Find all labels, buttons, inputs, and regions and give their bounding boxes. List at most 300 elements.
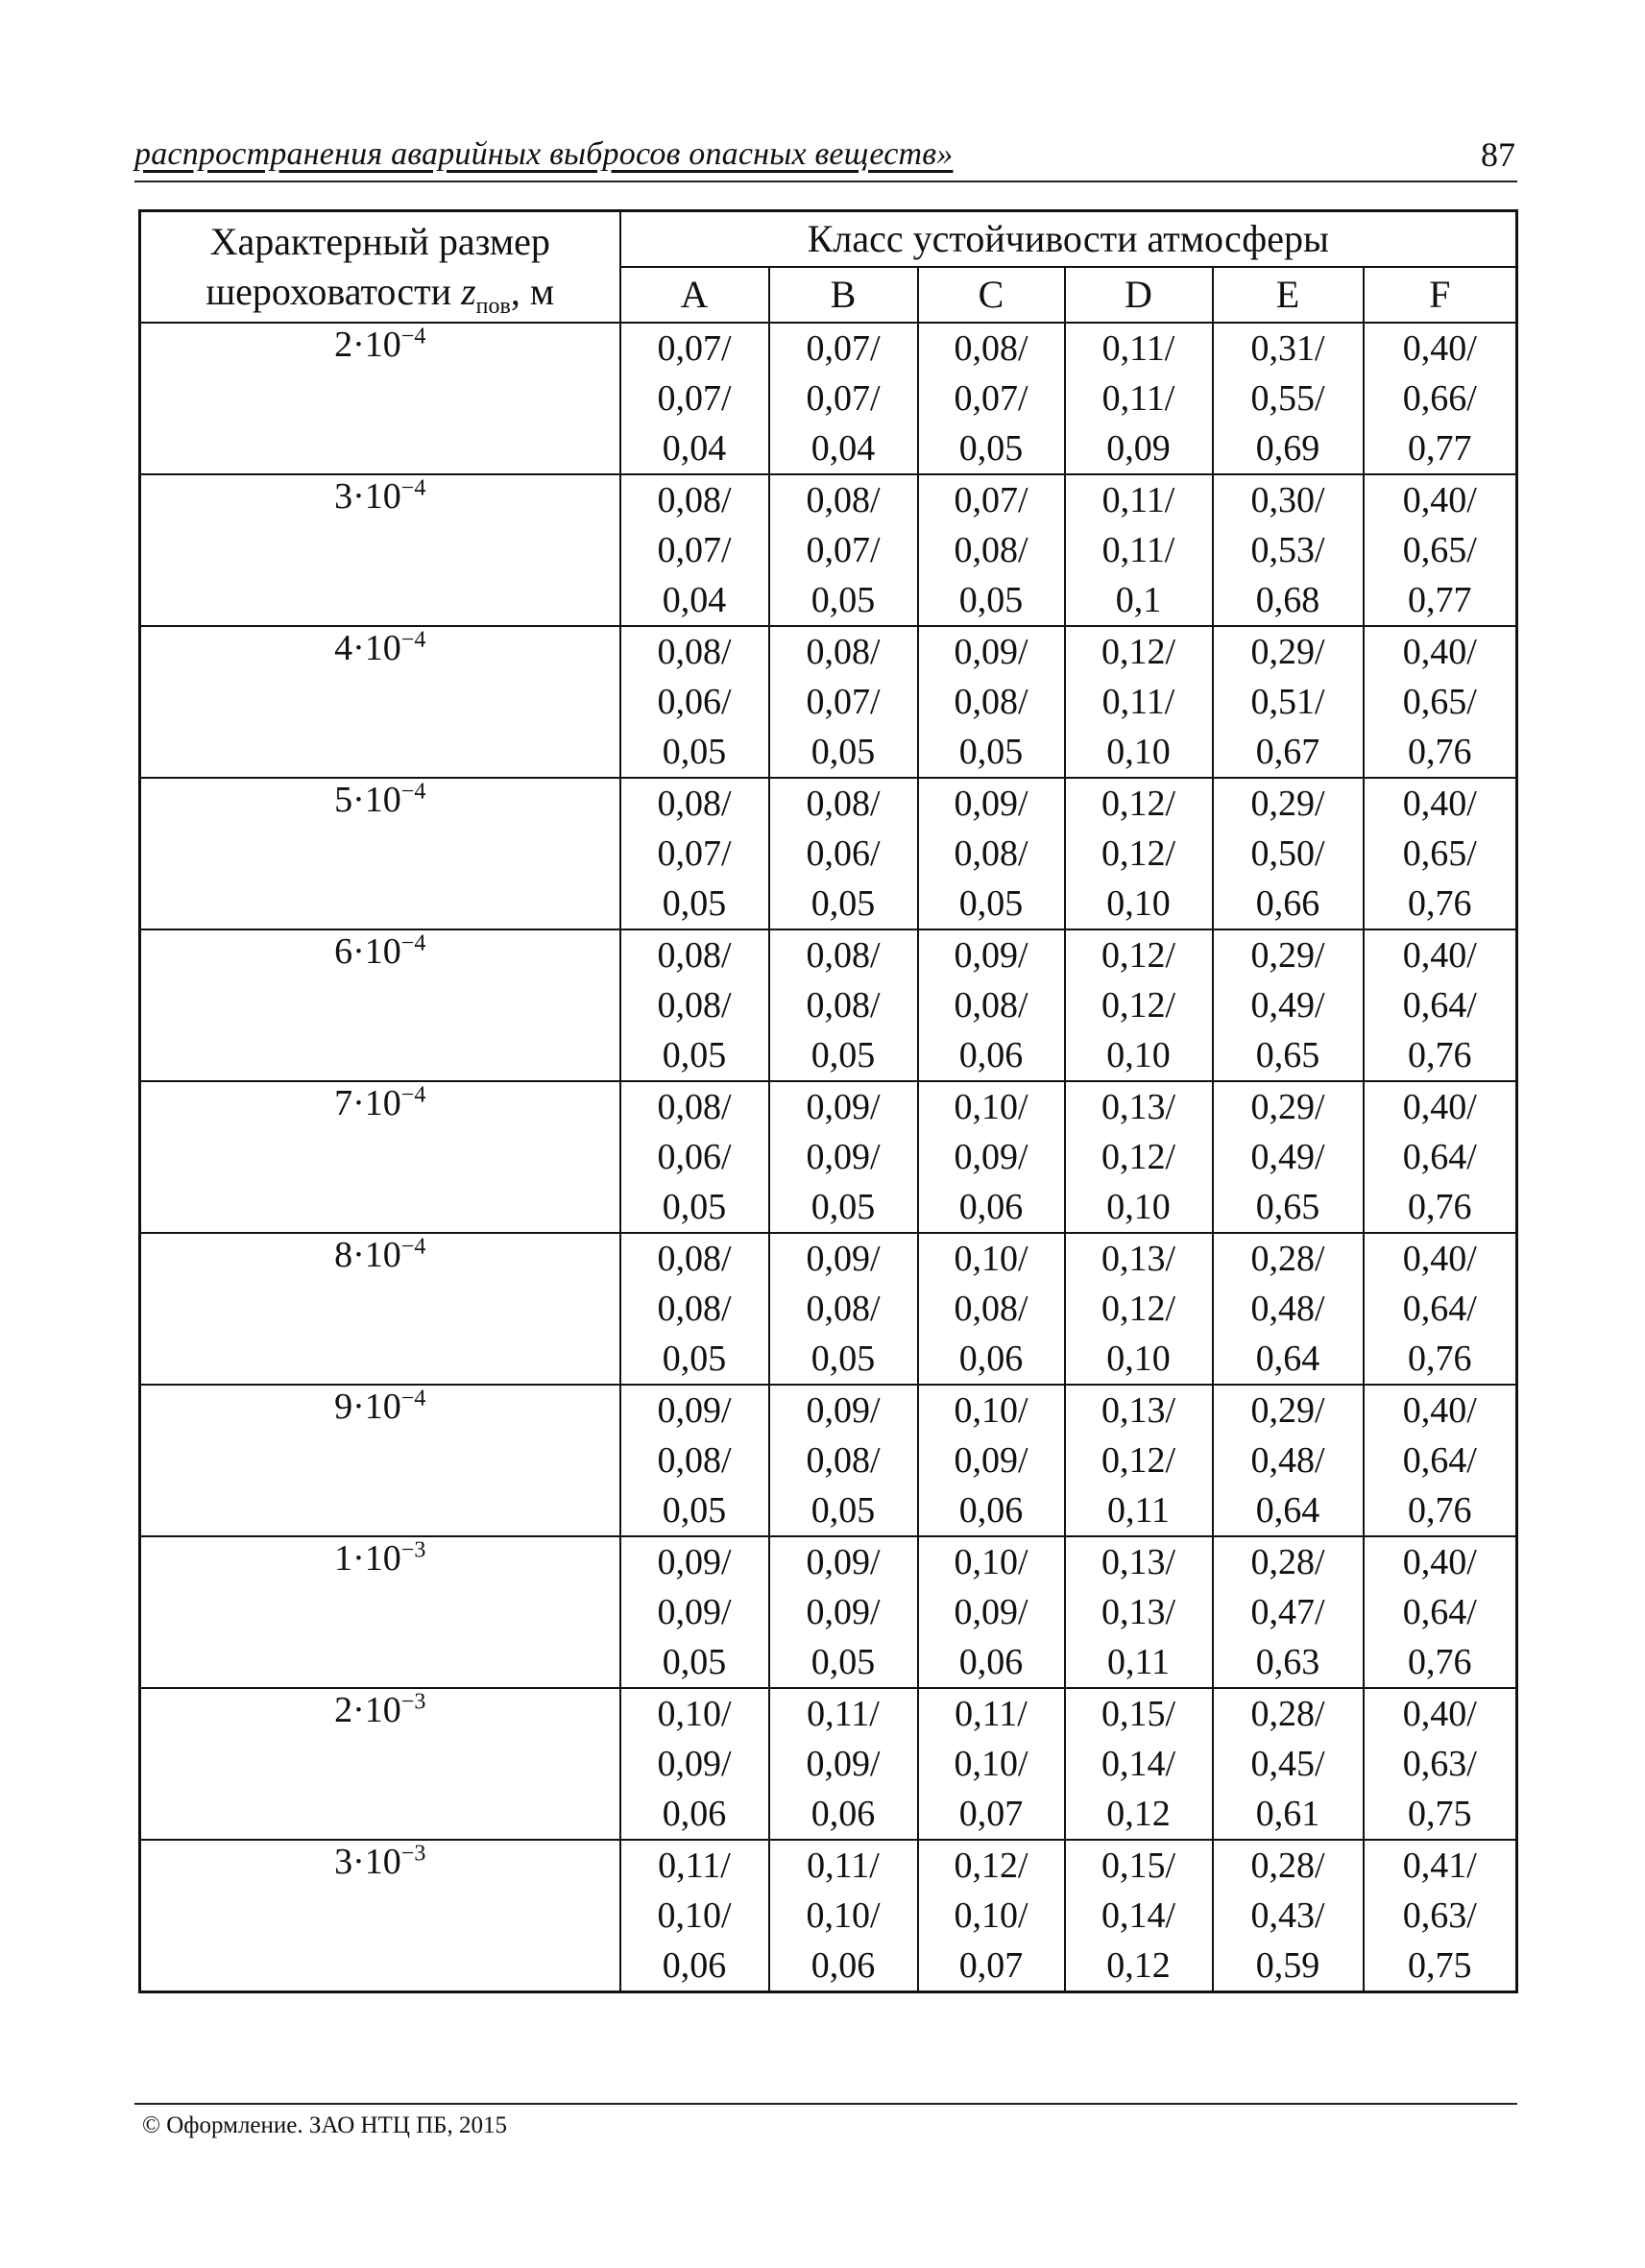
value-line: 0,08/	[657, 1239, 732, 1279]
value-line: 0,05	[810, 732, 876, 772]
value-line: 0,59	[1255, 1945, 1320, 1986]
table-row	[140, 1385, 1517, 1536]
value-line: 0,65/	[1402, 833, 1477, 874]
value-cell-d	[1065, 778, 1213, 929]
roughness-symbol: z	[461, 270, 476, 313]
value-line: 0,05	[662, 732, 727, 772]
value-line: 0,08/	[806, 1289, 881, 1329]
value-line: 0,05	[662, 1339, 727, 1379]
value-line: 0,40/	[1402, 1694, 1477, 1734]
value-cell-b	[769, 1536, 918, 1688]
roughness-mantissa: 4·10	[334, 628, 401, 668]
stability-roughness-table	[138, 209, 1518, 1993]
value-cell-a	[620, 1840, 769, 1992]
value-line: 0,28/	[1250, 1239, 1325, 1279]
value-line: 0,66	[1255, 883, 1320, 924]
value-cell-b	[769, 1385, 918, 1536]
value-line: 0,09/	[657, 1744, 732, 1784]
value-cell-e	[1213, 1081, 1364, 1233]
value-cell-d	[1065, 1536, 1213, 1688]
value-line: 0,07/	[657, 530, 732, 570]
table-row	[140, 323, 1517, 474]
class-header-d: D	[1065, 267, 1213, 323]
value-line: 0,49/	[1250, 985, 1325, 1025]
table-row	[140, 1536, 1517, 1688]
value-line: 0,10/	[657, 1895, 732, 1936]
value-cell-f	[1364, 1688, 1517, 1840]
roughness-mantissa: 1·10	[334, 1538, 401, 1579]
value-line: 0,05	[958, 883, 1024, 924]
running-header	[134, 133, 1517, 182]
roughness-mantissa: 2·10	[334, 1690, 401, 1730]
running-title: распространения аварийных выбросов опасных веществ»	[134, 136, 954, 172]
value-cell-f	[1364, 1081, 1517, 1233]
value-line: 0,61	[1255, 1794, 1320, 1834]
value-line: 0,09/	[806, 1390, 881, 1431]
roughness-exponent: −4	[400, 627, 426, 653]
value-line: 0,08/	[806, 985, 881, 1025]
roughness-exponent: −4	[400, 1234, 426, 1260]
value-cell-c	[918, 1840, 1065, 1992]
table-row	[140, 626, 1517, 778]
value-line: 0,15/	[1101, 1694, 1176, 1734]
roughness-mantissa: 3·10	[334, 1842, 401, 1882]
value-line: 0,10/	[657, 1694, 732, 1734]
roughness-mantissa: 3·10	[334, 476, 401, 517]
roughness-header-line1: Характерный размер	[209, 220, 550, 263]
value-line: 0,64/	[1402, 1289, 1477, 1329]
value-line: 0,09	[1106, 428, 1171, 469]
table-row	[140, 474, 1517, 626]
value-line: 0,09/	[954, 632, 1028, 672]
value-line: 0,11/	[1101, 378, 1175, 419]
value-line: 0,09/	[954, 935, 1028, 976]
value-line: 0,69	[1255, 428, 1320, 469]
value-cell-a	[620, 474, 769, 626]
value-cell-a	[620, 929, 769, 1081]
value-line: 0,05	[958, 428, 1024, 469]
value-line: 0,08/	[657, 784, 732, 824]
value-cell-f	[1364, 929, 1517, 1081]
roughness-symbol-sub: пов	[475, 294, 511, 319]
table-row	[140, 1081, 1517, 1233]
value-line: 0,53/	[1250, 530, 1325, 570]
value-line: 0,07/	[806, 328, 881, 369]
value-line: 0,05	[810, 1187, 876, 1227]
value-cell-c	[918, 474, 1065, 626]
value-line: 0,10	[1106, 1035, 1171, 1075]
table-row	[140, 778, 1517, 929]
value-line: 0,07	[958, 1794, 1024, 1834]
value-line: 0,76	[1408, 1339, 1472, 1379]
value-line: 0,05	[810, 1035, 876, 1075]
roughness-value	[140, 1688, 620, 1840]
class-header-e: E	[1213, 267, 1364, 323]
table-row	[140, 1840, 1517, 1992]
value-line: 0,76	[1408, 883, 1472, 924]
value-line: 0,07/	[806, 378, 881, 419]
value-line: 0,67	[1255, 732, 1320, 772]
value-line: 0,10	[1106, 1339, 1171, 1379]
roughness-mantissa: 2·10	[334, 325, 401, 365]
value-line: 0,40/	[1402, 784, 1477, 824]
value-line: 0,09/	[806, 1744, 881, 1784]
value-cell-c	[918, 1385, 1065, 1536]
value-line: 0,65	[1255, 1187, 1320, 1227]
value-line: 0,10/	[954, 1390, 1028, 1431]
value-line: 0,10	[1106, 1187, 1171, 1227]
value-cell-d	[1065, 474, 1213, 626]
value-line: 0,64	[1255, 1490, 1320, 1531]
value-line: 0,09/	[806, 1087, 881, 1127]
page-number: 87	[1481, 135, 1515, 174]
value-line: 0,06/	[806, 833, 881, 874]
value-line: 0,12/	[1101, 935, 1176, 976]
value-line: 0,06/	[657, 1137, 732, 1177]
value-line: 0,09/	[954, 1440, 1028, 1481]
value-line: 0,13/	[1101, 1390, 1176, 1431]
value-cell-f	[1364, 626, 1517, 778]
value-line: 0,04	[662, 580, 727, 620]
value-line: 0,11/	[658, 1846, 731, 1886]
value-line: 0,10	[1106, 883, 1171, 924]
roughness-value	[140, 323, 620, 474]
value-line: 0,13/	[1101, 1542, 1176, 1582]
table-body	[140, 323, 1517, 1992]
value-line: 0,40/	[1402, 328, 1477, 369]
value-line: 0,75	[1408, 1945, 1472, 1986]
value-line: 0,76	[1408, 1642, 1472, 1682]
value-line: 0,06	[958, 1642, 1024, 1682]
value-line: 0,08/	[806, 480, 881, 520]
value-line: 0,40/	[1402, 1542, 1477, 1582]
value-line: 0,64/	[1402, 1137, 1477, 1177]
value-line: 0,08/	[806, 632, 881, 672]
value-line: 0,40/	[1402, 480, 1477, 520]
value-cell-c	[918, 626, 1065, 778]
value-line: 0,06	[958, 1490, 1024, 1531]
roughness-value	[140, 1233, 620, 1385]
value-cell-e	[1213, 1536, 1364, 1688]
value-cell-b	[769, 1081, 918, 1233]
roughness-exponent: −4	[400, 930, 426, 956]
value-line: 0,65	[1255, 1035, 1320, 1075]
stability-class-header: Класс устойчивости атмосферы	[620, 211, 1517, 268]
value-line: 0,76	[1408, 1490, 1472, 1531]
value-line: 0,63/	[1402, 1895, 1477, 1936]
value-line: 0,04	[810, 428, 876, 469]
value-cell-d	[1065, 1840, 1213, 1992]
value-cell-f	[1364, 1385, 1517, 1536]
roughness-value	[140, 1840, 620, 1992]
value-line: 0,76	[1408, 1035, 1472, 1075]
value-line: 0,13/	[1101, 1592, 1176, 1632]
value-cell-c	[918, 1688, 1065, 1840]
value-line: 0,06	[810, 1945, 876, 1986]
roughness-value	[140, 626, 620, 778]
value-line: 0,09/	[806, 1592, 881, 1632]
value-line: 0,12/	[1101, 1137, 1176, 1177]
value-cell-e	[1213, 929, 1364, 1081]
value-line: 0,09/	[657, 1592, 732, 1632]
value-line: 0,10/	[954, 1895, 1028, 1936]
value-cell-d	[1065, 929, 1213, 1081]
value-line: 0,10/	[954, 1239, 1028, 1279]
value-line: 0,66/	[1402, 378, 1477, 419]
roughness-exponent: −3	[400, 1841, 426, 1867]
value-line: 0,1	[1115, 580, 1162, 620]
value-line: 0,11/	[955, 1694, 1028, 1734]
value-line: 0,15/	[1101, 1846, 1176, 1886]
value-cell-c	[918, 1081, 1065, 1233]
value-line: 0,07/	[954, 480, 1028, 520]
roughness-value	[140, 474, 620, 626]
value-line: 0,08/	[657, 1087, 732, 1127]
value-line: 0,12/	[1101, 1440, 1176, 1481]
value-line: 0,06	[662, 1945, 727, 1986]
value-line: 0,29/	[1250, 1390, 1325, 1431]
value-line: 0,08/	[657, 480, 732, 520]
value-cell-e	[1213, 626, 1364, 778]
roughness-exponent: −4	[400, 1386, 426, 1411]
value-line: 0,13/	[1101, 1087, 1176, 1127]
value-line: 0,05	[958, 732, 1024, 772]
value-line: 0,11/	[1101, 480, 1175, 520]
value-line: 0,06	[958, 1187, 1024, 1227]
value-line: 0,29/	[1250, 1087, 1325, 1127]
value-cell-a	[620, 1233, 769, 1385]
roughness-mantissa: 9·10	[334, 1387, 401, 1427]
value-line: 0,09/	[806, 1542, 881, 1582]
roughness-mantissa: 7·10	[334, 1083, 401, 1123]
value-line: 0,40/	[1402, 1390, 1477, 1431]
class-header-c: C	[918, 267, 1065, 323]
value-cell-b	[769, 474, 918, 626]
value-line: 0,07	[958, 1945, 1024, 1986]
value-line: 0,10/	[954, 1542, 1028, 1582]
value-line: 0,10/	[806, 1895, 881, 1936]
roughness-exponent: −3	[400, 1537, 426, 1563]
class-header-a: A	[620, 267, 769, 323]
value-line: 0,76	[1408, 732, 1472, 772]
roughness-header-line2: шероховатости $z_{пов}$, м	[206, 270, 555, 319]
roughness-value	[140, 1536, 620, 1688]
value-line: 0,14/	[1101, 1895, 1176, 1936]
value-line: 0,43/	[1250, 1895, 1325, 1936]
value-line: 0,40/	[1402, 632, 1477, 672]
table-row	[140, 1688, 1517, 1840]
value-cell-a	[620, 778, 769, 929]
value-cell-d	[1065, 1688, 1213, 1840]
value-line: 0,47/	[1250, 1592, 1325, 1632]
class-header-b: B	[769, 267, 918, 323]
value-line: 0,12/	[1101, 632, 1176, 672]
value-line: 0,14/	[1101, 1744, 1176, 1784]
value-line: 0,41/	[1402, 1846, 1477, 1886]
value-cell-d	[1065, 1385, 1213, 1536]
value-cell-d	[1065, 323, 1213, 474]
value-line: 0,11/	[807, 1694, 880, 1734]
value-line: 0,65/	[1402, 530, 1477, 570]
value-line: 0,11/	[1101, 530, 1175, 570]
value-line: 0,06	[958, 1035, 1024, 1075]
value-line: 0,11/	[1101, 682, 1175, 722]
value-line: 0,12/	[954, 1846, 1028, 1886]
value-line: 0,45/	[1250, 1744, 1325, 1784]
value-cell-a	[620, 323, 769, 474]
value-cell-e	[1213, 778, 1364, 929]
value-line: 0,05	[662, 1490, 727, 1531]
value-line: 0,08/	[657, 985, 732, 1025]
value-line: 0,12/	[1101, 784, 1176, 824]
value-line: 0,05	[810, 883, 876, 924]
value-cell-b	[769, 778, 918, 929]
value-cell-a	[620, 1536, 769, 1688]
value-line: 0,09/	[657, 1390, 732, 1431]
value-line: 0,11/	[807, 1846, 880, 1886]
value-cell-a	[620, 626, 769, 778]
value-cell-b	[769, 929, 918, 1081]
value-line: 0,09/	[806, 1137, 881, 1177]
value-line: 0,07/	[657, 378, 732, 419]
roughness-exponent: −4	[400, 475, 426, 501]
value-line: 0,40/	[1402, 1087, 1477, 1127]
value-line: 0,55/	[1250, 378, 1325, 419]
roughness-mantissa: 8·10	[334, 1235, 401, 1275]
value-line: 0,76	[1408, 1187, 1472, 1227]
roughness-unit: , м	[510, 270, 555, 313]
value-line: 0,40/	[1402, 1239, 1477, 1279]
value-line: 0,28/	[1250, 1846, 1325, 1886]
value-cell-f	[1364, 1840, 1517, 1992]
footer-divider	[134, 2103, 1517, 2105]
value-line: 0,07/	[954, 378, 1028, 419]
value-line: 0,11	[1106, 1490, 1171, 1531]
value-cell-a	[620, 1385, 769, 1536]
value-line: 0,10/	[954, 1744, 1028, 1784]
value-cell-a	[620, 1081, 769, 1233]
value-line: 0,06	[662, 1794, 727, 1834]
value-line: 0,08/	[954, 530, 1028, 570]
value-line: 0,12/	[1101, 833, 1176, 874]
value-line: 0,29/	[1250, 632, 1325, 672]
value-cell-d	[1065, 1233, 1213, 1385]
value-line: 0,05	[810, 1339, 876, 1379]
value-line: 0,64/	[1402, 1592, 1477, 1632]
roughness-exponent: −4	[400, 779, 426, 805]
value-line: 0,05	[662, 883, 727, 924]
value-line: 0,08/	[954, 985, 1028, 1025]
value-cell-d	[1065, 626, 1213, 778]
value-line: 0,77	[1408, 580, 1472, 620]
value-line: 0,08/	[657, 1289, 732, 1329]
value-cell-e	[1213, 323, 1364, 474]
value-line: 0,64/	[1402, 1440, 1477, 1481]
value-line: 0,05	[662, 1187, 727, 1227]
roughness-mantissa: 6·10	[334, 931, 401, 972]
value-line: 0,08/	[657, 632, 732, 672]
value-line: 0,30/	[1250, 480, 1325, 520]
table-row	[140, 1233, 1517, 1385]
value-cell-b	[769, 1233, 918, 1385]
value-line: 0,29/	[1250, 784, 1325, 824]
value-cell-f	[1364, 778, 1517, 929]
value-line: 0,08/	[806, 935, 881, 976]
roughness-exponent: −4	[400, 324, 426, 350]
value-cell-c	[918, 778, 1065, 929]
value-cell-e	[1213, 1233, 1364, 1385]
value-cell-e	[1213, 1688, 1364, 1840]
value-cell-c	[918, 323, 1065, 474]
value-line: 0,51/	[1250, 682, 1325, 722]
value-cell-f	[1364, 323, 1517, 474]
roughness-value	[140, 929, 620, 1081]
value-line: 0,09/	[954, 1137, 1028, 1177]
value-line: 0,05	[662, 1642, 727, 1682]
value-line: 0,04	[662, 428, 727, 469]
value-line: 0,48/	[1250, 1289, 1325, 1329]
value-line: 0,12/	[1101, 985, 1176, 1025]
value-line: 0,11	[1106, 1642, 1171, 1682]
value-line: 0,08/	[954, 833, 1028, 874]
value-line: 0,10	[1106, 732, 1171, 772]
value-line: 0,64	[1255, 1339, 1320, 1379]
value-line: 0,63/	[1402, 1744, 1477, 1784]
value-line: 0,05	[958, 580, 1024, 620]
value-line: 0,07/	[657, 328, 732, 369]
roughness-value	[140, 1385, 620, 1536]
value-line: 0,12	[1106, 1794, 1171, 1834]
value-cell-c	[918, 929, 1065, 1081]
value-line: 0,08/	[657, 935, 732, 976]
value-cell-c	[918, 1233, 1065, 1385]
value-cell-b	[769, 323, 918, 474]
value-cell-d	[1065, 1081, 1213, 1233]
value-line: 0,07/	[806, 682, 881, 722]
value-line: 0,31/	[1250, 328, 1325, 369]
value-line: 0,06	[810, 1794, 876, 1834]
value-line: 0,08/	[806, 1440, 881, 1481]
value-cell-e	[1213, 474, 1364, 626]
roughness-value	[140, 1081, 620, 1233]
value-line: 0,75	[1408, 1794, 1472, 1834]
value-line: 0,50/	[1250, 833, 1325, 874]
roughness-value	[140, 778, 620, 929]
value-line: 0,12/	[1101, 1289, 1176, 1329]
value-line: 0,06	[958, 1339, 1024, 1379]
value-line: 0,11/	[1101, 328, 1175, 369]
value-line: 0,05	[810, 1642, 876, 1682]
value-line: 0,28/	[1250, 1694, 1325, 1734]
value-cell-e	[1213, 1385, 1364, 1536]
table-row	[140, 929, 1517, 1081]
value-line: 0,06/	[657, 682, 732, 722]
value-line: 0,68	[1255, 580, 1320, 620]
value-line: 0,12	[1106, 1945, 1171, 1986]
value-line: 0,09/	[806, 1239, 881, 1279]
roughness-exponent: −4	[400, 1082, 426, 1108]
value-line: 0,08/	[657, 1440, 732, 1481]
value-line: 0,08/	[954, 328, 1028, 369]
value-line: 0,08/	[806, 784, 881, 824]
value-cell-a	[620, 1688, 769, 1840]
value-line: 0,64/	[1402, 985, 1477, 1025]
value-line: 0,10/	[954, 1087, 1028, 1127]
value-line: 0,09/	[954, 1592, 1028, 1632]
value-cell-f	[1364, 1233, 1517, 1385]
value-line: 0,05	[662, 1035, 727, 1075]
value-line: 0,09/	[657, 1542, 732, 1582]
